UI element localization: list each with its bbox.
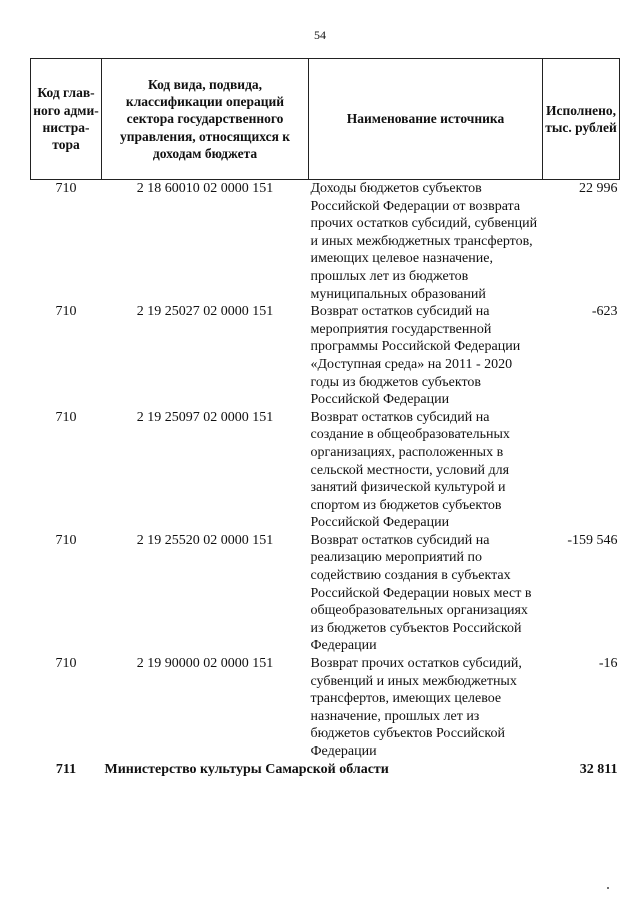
scan-speck xyxy=(607,887,609,889)
source-name-cell: Возврат остатков субсидий на мероприятия государственной программы Российской Федерации «Доступная среда» на 2011 - 2020 годы из бюджетов субъектов Российской Федерации xyxy=(310,304,521,408)
table-row xyxy=(31,180,620,304)
amount-cell: 22 996 xyxy=(579,181,618,196)
source-name-cell: Возврат остатков субсидий на создание в общеобразовательных организациях, расположенных в сельской местности, условий для занятий физической культурой и спортом из бюджетов субъектов Российской Федерации xyxy=(310,409,510,531)
budget-revenue-table xyxy=(30,58,620,778)
table-row xyxy=(31,655,620,761)
classification-code-cell: 2 18 60010 02 0000 151 xyxy=(136,181,274,196)
admin-code-cell: 710 xyxy=(55,304,77,320)
classification-code-cell: 2 19 90000 02 0000 151 xyxy=(136,656,274,672)
amount-cell: -159 546 xyxy=(567,532,618,548)
classification-code-cell: 2 19 25097 02 0000 151 xyxy=(136,409,274,425)
table-row xyxy=(31,303,620,409)
ministry-amount: 32 811 xyxy=(579,761,618,777)
table-row xyxy=(31,532,620,655)
admin-code-cell: 710 xyxy=(55,409,77,425)
classification-code-cell: 2 19 25520 02 0000 151 xyxy=(136,532,274,548)
header-executed: Исполнено, тыс. рублей xyxy=(543,59,620,180)
admin-code-cell: 710 xyxy=(55,532,77,548)
admin-code-cell: 710 xyxy=(55,181,77,196)
amount-cell: -16 xyxy=(598,656,618,672)
admin-code-cell: 710 xyxy=(55,656,77,672)
header-classification-code: Код вида, подвида, классификации операций сектора государственного управления, относящихся к доходам бюджета xyxy=(102,59,309,180)
page-number: 54 xyxy=(314,28,326,42)
table-body xyxy=(31,180,620,779)
source-name-cell: Возврат прочих остатков субсидий, субвенций и иных межбюджетных трансфертов, имеющих целевое назначение, прошлых лет из бюджетов субъектов Российской Федерации xyxy=(310,656,522,759)
header-source-name: Наименование источника xyxy=(309,59,543,180)
amount-cell: -623 xyxy=(591,304,618,320)
source-name-cell: Доходы бюджетов субъектов Российской Федерации от возврата прочих остатков субсидий, субвенций и иных межбюджетных трансфертов, имеющих целевое назначение, прошлых лет из бюджетов муниципальных образований xyxy=(310,181,538,302)
header-admin-code: Код глав-ного адми-нистра-тора xyxy=(31,59,102,180)
amount-cell xyxy=(543,409,620,532)
ministry-admin-code: 711 xyxy=(55,761,77,777)
classification-code-cell: 2 19 25027 02 0000 151 xyxy=(136,304,274,320)
ministry-title: Министерство культуры Самарской области xyxy=(104,761,389,777)
table-row xyxy=(31,409,620,532)
table-header xyxy=(31,59,620,180)
ministry-total-row xyxy=(31,761,620,779)
source-name-cell: Возврат остатков субсидий на реализацию мероприятий по содействию создания в субъектах Российской Федерации новых мест в общеобразовательных организациях из бюджетов субъектов Российской Федерации xyxy=(310,532,532,654)
